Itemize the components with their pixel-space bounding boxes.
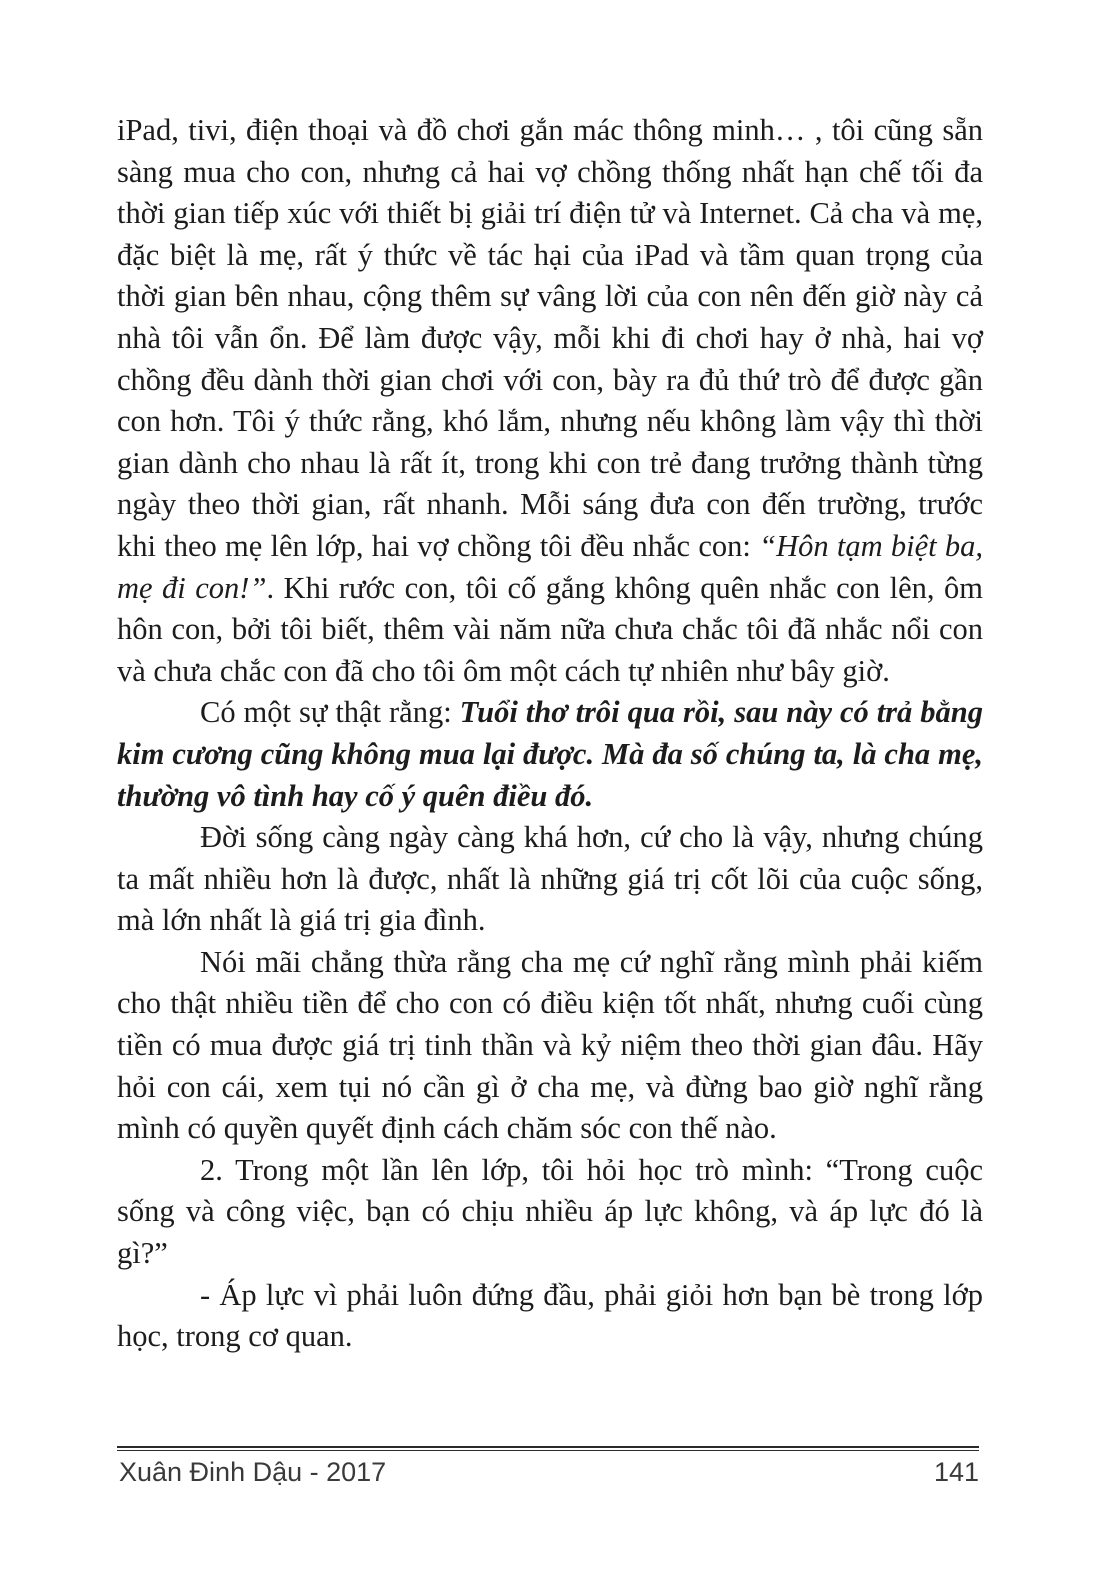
childhood-emphasis: Tuổi thơ trôi qua rồi, sau này có trả bằng kim cương cũng không mua lại được. Mà đa số chúng ta, là cha mẹ, thường vô tình hay cố ý quên điều đó.	[117, 695, 983, 813]
paragraph-ipad-text-before: iPad, tivi, điện thoại và đồ chơi gắn mác thông minh… , tôi cũng sẵn sàng mua cho con, nhưng cả hai vợ chồng thống nhất hạn chế tối đa thời gian tiếp xúc với thiết bị giải trí điện tử và Internet. Cả cha và mẹ, đặc biệt là mẹ, rất ý thức về tác hại của iPad và tầm quan trọng của thời gian bên nhau, cộng thêm sự vâng lời của con nên đến giờ này cả nhà tôi vẫn ổn. Để làm được vậy, mỗi khi đi chơi hay ở nhà, hai vợ chồng đều dành thời gian chơi với con, bày ra đủ thứ trò để được gần con hơn. Tôi ý thức rằng, khó lắm, nhưng nếu không làm vậy thì thời gian dành cho nhau là rất ít, trong khi con trẻ đang trưởng thành từng ngày theo thời gian, rất nhanh. Mỗi sáng đưa con đến trường, trước khi theo mẹ lên lớp, hai vợ chồng tôi đều nhắc con:	[117, 113, 983, 563]
footer-issue-title: Xuân Đinh Dậu - 2017	[119, 1457, 387, 1487]
goodbye-quote: “Hôn tạm biệt ba, mẹ đi con!”	[117, 528, 983, 605]
paragraph-ipad-text-after: . Khi rước con, tôi cố gắng không quên nhắc con lên, ôm hôn con, bởi tôi biết, thêm vài năm nữa chưa chắc tôi đã nhắc nổi con và chưa chắc con đã cho tôi ôm một cách tự nhiên như bây giờ.	[117, 570, 983, 688]
footer-divider-thin	[117, 1450, 979, 1451]
paragraph-childhood-lead: Có một sự thật rằng:	[200, 695, 460, 730]
paragraph-pressure-answer: - Áp lực vì phải luôn đứng đầu, phải giỏi hơn bạn bè trong lớp học, trong cơ quan.	[117, 1277, 983, 1354]
paragraph-classroom-question: 2. Trong một lần lên lớp, tôi hỏi học trò mình: “Trong cuộc sống và công việc, bạn có chịu nhiều áp lực không, và áp lực đó là gì?”	[117, 1152, 983, 1271]
footer-divider	[117, 1446, 979, 1448]
page-body	[117, 110, 983, 1358]
paragraph-life-values: Đời sống càng ngày càng khá hơn, cứ cho là vậy, nhưng chúng ta mất nhiều hơn là được, nhất là những giá trị cốt lõi của cuộc sống, mà lớn nhất là giá trị gia đình.	[117, 820, 983, 938]
page-number: 141	[933, 1457, 979, 1487]
paragraph-childhood-truth	[117, 692, 983, 817]
paragraph-ipad	[117, 110, 983, 692]
paragraph-money-values: Nói mãi chẳng thừa rằng cha mẹ cứ nghĩ rằng mình phải kiếm cho thật nhiều tiền để cho con có điều kiện tốt nhất, nhưng cuối cùng tiền có mua được giá trị tinh thần và kỷ niệm theo thời gian đâu. Hãy hỏi con cái, xem tụi nó cần gì ở cha mẹ, và đừng bao giờ nghĩ rằng mình có quyền quyết định cách chăm sóc con thế nào.	[117, 944, 983, 1146]
